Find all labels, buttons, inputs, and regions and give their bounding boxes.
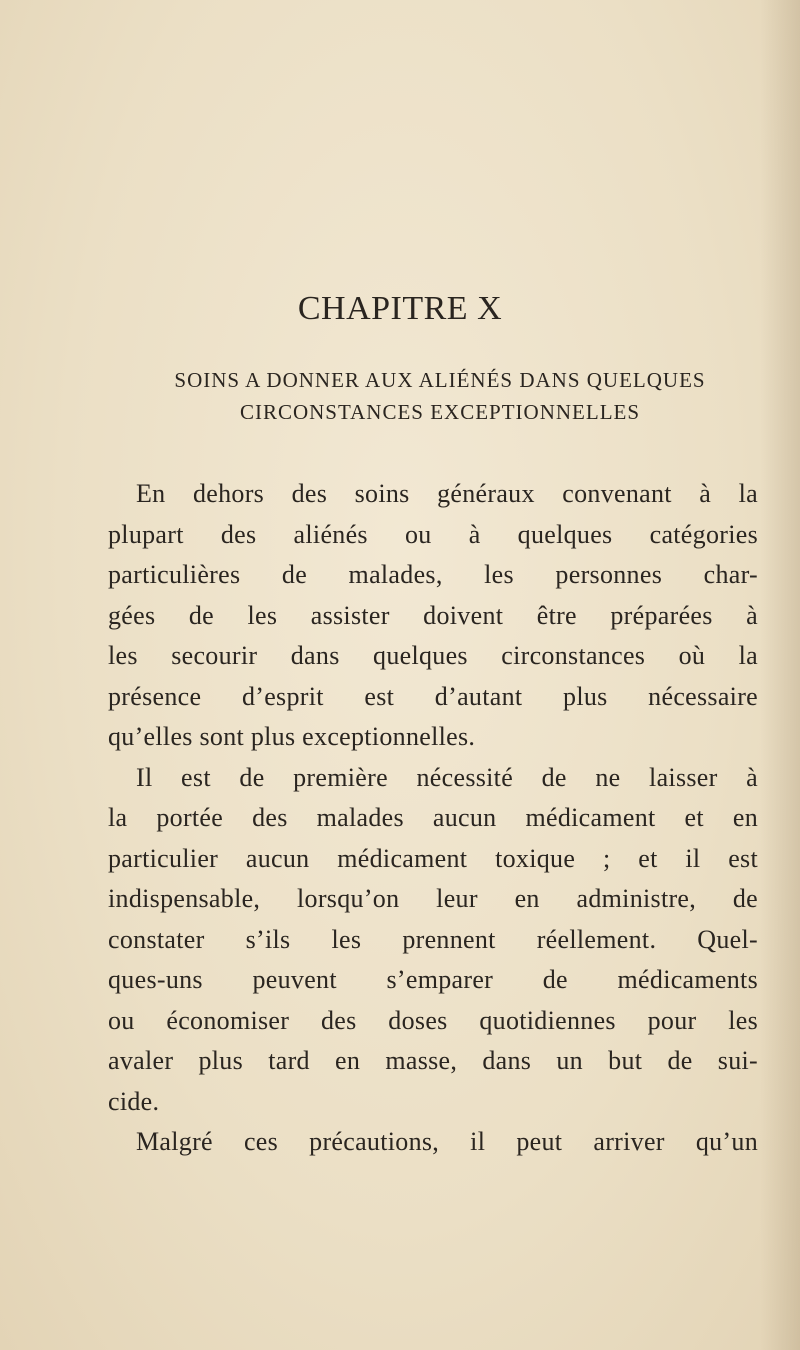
chapter-subtitle-line: SOINS A DONNER AUX ALIÉNÉS DANS QUELQUES [174, 368, 706, 392]
page-edge-shadow [760, 0, 800, 1350]
text-line: avaler plus tard en masse, dans un but de sui- [108, 1046, 758, 1075]
text-line: indispensable, lorsqu’on leur en administre, de [108, 884, 758, 913]
chapter-subtitle-line: CIRCONSTANCES EXCEPTIONNELLES [239, 400, 641, 424]
text-line: ou économiser des doses quotidiennes pour les [108, 1005, 758, 1035]
text-line: plupart des aliénés ou à quelques catégories [108, 519, 758, 549]
text-line: En dehors des soins généraux convenant à la [136, 479, 758, 508]
text-line: gées de les assister doivent être préparées à [108, 600, 758, 630]
chapter-body [108, 474, 758, 1163]
text-line: constater s’ils les prennent réellement. Quel- [108, 924, 758, 954]
text-line: cide. [108, 1086, 160, 1116]
text-line: Il est de première nécessité de ne laisser à [136, 762, 758, 792]
text-line: qu’elles sont plus exceptionnelles. [108, 722, 476, 751]
text-line: Malgré ces précautions, il peut arriver qu’un [136, 1127, 758, 1156]
text-line: la portée des malades aucun médicament et en [108, 803, 758, 832]
text-line: particulier aucun médicament toxique ; et il est [108, 843, 758, 873]
text-line: ques-uns peuvent s’emparer de médicaments [108, 965, 758, 994]
text-line: présence d’esprit est d’autant plus nécessaire [108, 681, 758, 711]
chapter-title: CHAPITRE X [297, 290, 503, 327]
text-line: les secourir dans quelques circonstances où la [108, 641, 758, 670]
text-line: particulières de malades, les personnes char- [108, 560, 758, 589]
chapter-subtitle [140, 364, 740, 428]
